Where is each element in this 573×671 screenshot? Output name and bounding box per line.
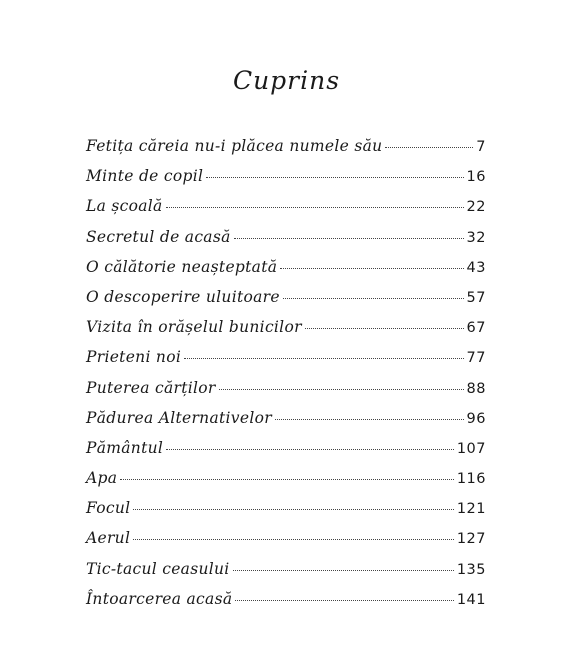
toc-page-number: 141 [456, 591, 486, 608]
toc-entry [86, 348, 486, 378]
toc-entry [86, 167, 486, 197]
dot-leader [385, 147, 473, 148]
toc-entry [86, 318, 486, 348]
dot-leader [133, 509, 453, 510]
dot-leader [184, 358, 463, 359]
toc-page-number: 43 [466, 259, 486, 276]
toc-entry [86, 228, 486, 258]
toc-page-number: 7 [476, 139, 486, 155]
toc-entry-title: O descoperire uluitoare [86, 287, 280, 306]
dot-leader [275, 419, 464, 420]
dot-leader [133, 539, 454, 540]
toc-page-number: 22 [466, 199, 486, 216]
toc-entry-title: Prieteni noi [86, 348, 182, 367]
toc-entry [86, 137, 486, 167]
toc-entry-title: Apa [86, 469, 118, 488]
toc-entry-title: Secretul de acasă [86, 227, 231, 246]
toc-entry-title: Pământul [86, 438, 164, 457]
toc-entry [86, 529, 486, 559]
toc-entry-title: Fetița căreia nu-i plăcea numele său [86, 137, 383, 155]
toc-entry [86, 560, 486, 590]
toc-page-number: 57 [466, 289, 486, 306]
toc-page-number: 121 [456, 501, 486, 518]
toc-entry-title: Vizita în orășelul bunicilor [86, 318, 302, 337]
dot-leader [235, 600, 453, 601]
toc-entry [86, 258, 486, 288]
toc-page-number: 16 [466, 169, 486, 186]
toc-page-number: 67 [466, 320, 486, 337]
toc-entry-title: Pădurea Alternativelor [86, 408, 272, 427]
toc-page-number: 127 [456, 531, 486, 548]
dot-leader [120, 479, 454, 480]
dot-leader [305, 328, 464, 329]
toc-entry [86, 288, 486, 318]
toc-entry-title: Minte de copil [86, 167, 204, 186]
toc-page-number: 32 [466, 229, 486, 246]
dot-leader [283, 298, 464, 299]
toc-page-number: 96 [466, 410, 486, 427]
dot-leader [166, 207, 464, 208]
dot-leader [280, 268, 463, 269]
toc-entry [86, 499, 486, 529]
toc-page-number: 116 [456, 471, 486, 488]
toc-entry [86, 469, 486, 499]
page-title: Cuprins [232, 66, 341, 95]
toc-entry-title: La școală [86, 197, 163, 216]
toc-page-number: 135 [456, 561, 486, 578]
toc-entry-title: Tic-tacul ceasului [86, 559, 230, 578]
toc-entry [86, 409, 486, 439]
toc-list [86, 137, 486, 620]
toc-page-number: 107 [456, 440, 486, 457]
toc-entry [86, 197, 486, 227]
dot-leader [234, 238, 464, 239]
toc-entry-title: O călătorie neașteptată [86, 257, 278, 276]
toc-entry [86, 379, 486, 409]
dot-leader [206, 177, 463, 178]
dot-leader [166, 449, 454, 450]
dot-leader [233, 570, 454, 571]
toc-entry [86, 590, 486, 620]
toc-entry [86, 439, 486, 469]
toc-entry-title: Întoarcerea acasă [86, 589, 233, 608]
toc-entry-title: Puterea cărților [86, 378, 216, 397]
toc-entry-title: Focul [86, 499, 131, 518]
dot-leader [219, 389, 464, 390]
toc-page-number: 88 [466, 380, 486, 397]
toc-page-number: 77 [466, 350, 486, 367]
toc-entry-title: Aerul [86, 529, 131, 548]
